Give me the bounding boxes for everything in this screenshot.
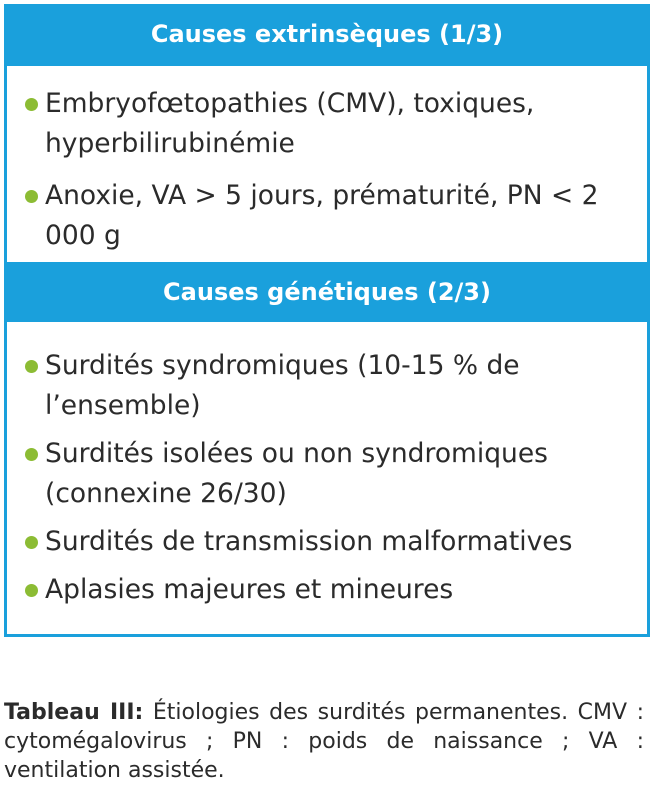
bullet-dot-icon [25,448,38,461]
list-item [7,84,647,164]
section-title-genetic: Causes génétiques (2/3) [163,278,491,306]
list-item-text: Embryofœtopathies (CMV), toxiques, hyperbilirubinémie [45,88,535,159]
list-item [7,346,647,426]
bullet-dot-icon [25,98,38,111]
bullet-dot-icon [25,536,38,549]
caption-label: Tableau III: [4,700,144,725]
list-item-text: Surdités isolées ou non syndromiques (connexine 26/30) [45,438,548,509]
list-item-text: Anoxie, VA > 5 jours, prématurité, PN < 2 000 g [45,180,599,251]
section-title-extrinsic: Causes extrinsèques (1/3) [150,20,504,48]
section-body-genetic [7,319,647,630]
bullet-dot-icon [25,584,38,597]
table-caption [4,698,644,785]
list-item [7,522,647,562]
list-item-text: Aplasies majeures et mineures [45,574,454,605]
list-item [7,176,647,256]
list-item-text: Surdités syndromiques (10-15 % de l’ensemble) [45,350,520,421]
bullet-dot-icon [25,360,38,373]
list-genetic [7,346,647,610]
list-item [7,434,647,514]
list-item-text: Surdités de transmission malformatives [45,526,573,557]
section-body-extrinsic [7,66,647,262]
etiology-table [4,4,650,637]
list-item [7,570,647,610]
section-header-genetic [7,262,647,319]
bullet-dot-icon [25,190,38,203]
section-header-extrinsic [7,7,647,66]
caption-text: Étiologies des surdités permanentes. CMV : cytomégalovirus ; PN : poids de naissance ; VA : ventilation assistée. [4,700,645,783]
list-extrinsic [7,84,647,256]
